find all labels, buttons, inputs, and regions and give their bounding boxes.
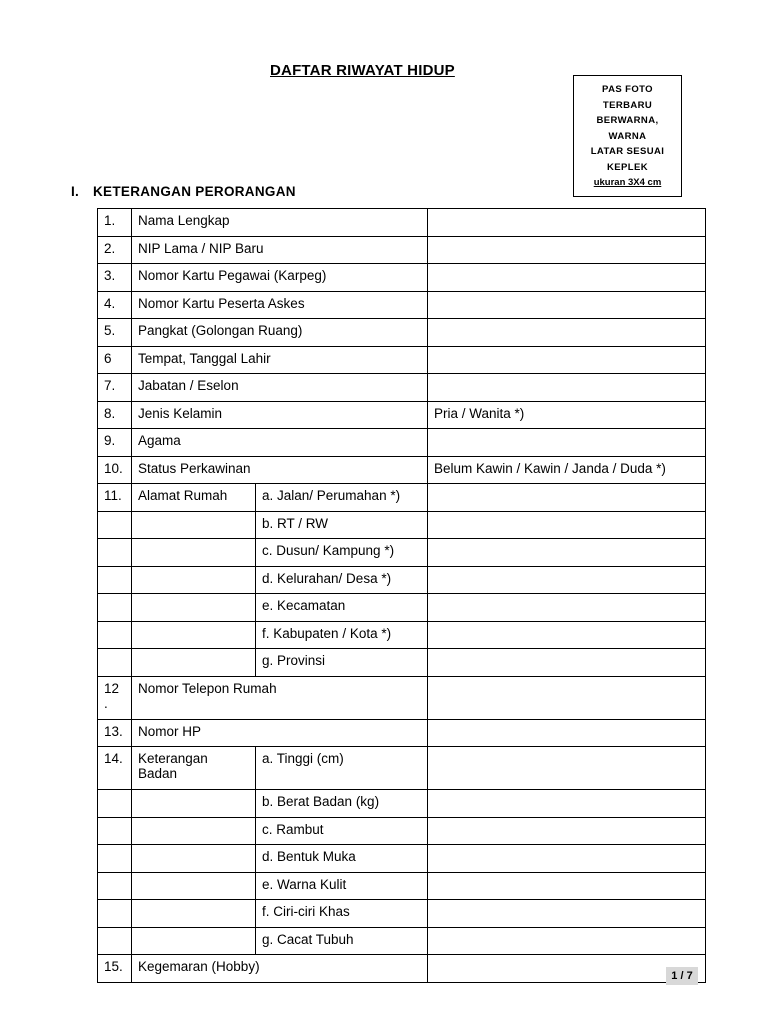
row-value-field[interactable] [428, 511, 706, 539]
row-number: 6 [98, 346, 132, 374]
row-value-field[interactable] [428, 872, 706, 900]
section-title: KETERANGAN PERORANGAN [93, 184, 296, 199]
table-row [98, 319, 706, 347]
sub-label: d. Kelurahan/ Desa *) [256, 566, 428, 594]
table-row [98, 456, 706, 484]
table-row [98, 209, 706, 237]
photo-line: TERBARU [602, 99, 653, 111]
row-value-field[interactable] [428, 790, 706, 818]
address-row [98, 484, 706, 512]
address-row [98, 621, 706, 649]
row-number: 3. [98, 264, 132, 292]
row-label: Tempat, Tanggal Lahir [132, 346, 428, 374]
table-row [98, 429, 706, 457]
row-value-field[interactable] [428, 676, 706, 719]
photo-placeholder-box [573, 75, 682, 197]
row-number: 7. [98, 374, 132, 402]
row-value-field[interactable] [428, 747, 706, 790]
table-row [98, 955, 706, 983]
row-value-field[interactable] [428, 539, 706, 567]
row-label: Nomor HP [132, 719, 428, 747]
row-value-field[interactable] [428, 209, 706, 237]
photo-line: BERWARNA, [596, 115, 659, 126]
sub-label: e. Warna Kulit [256, 872, 428, 900]
row-value-field[interactable]: Pria / Wanita *) [428, 401, 706, 429]
row-label: Jenis Kelamin [132, 401, 428, 429]
row-number: 10. [98, 456, 132, 484]
row-label: NIP Lama / NIP Baru [132, 236, 428, 264]
row-value-field[interactable]: Belum Kawin / Kawin / Janda / Duda *) [428, 456, 706, 484]
row-value-field[interactable] [428, 291, 706, 319]
sub-label: b. RT / RW [256, 511, 428, 539]
row-value-field[interactable] [428, 566, 706, 594]
table-row [98, 676, 706, 719]
row-number: 2. [98, 236, 132, 264]
row-label: Keterangan Badan [132, 747, 256, 790]
address-row [98, 649, 706, 677]
row-number: 13. [98, 719, 132, 747]
row-value-field[interactable] [428, 374, 706, 402]
row-number: 1. [98, 209, 132, 237]
table-row [98, 264, 706, 292]
row-label: Jabatan / Eselon [132, 374, 428, 402]
row-label: Kegemaran (Hobby) [132, 955, 428, 983]
row-label: Status Perkawinan [132, 456, 428, 484]
table-row [98, 401, 706, 429]
body-info-row [98, 900, 706, 928]
row-number: 8. [98, 401, 132, 429]
table-row [98, 374, 706, 402]
photo-line: WARNA [608, 130, 647, 142]
row-label: Nama Lengkap [132, 209, 428, 237]
row-number: 15. [98, 955, 132, 983]
row-value-field[interactable] [428, 817, 706, 845]
body-info-row [98, 747, 706, 790]
body-info-row [98, 817, 706, 845]
table-row [98, 291, 706, 319]
row-label: Nomor Telepon Rumah [132, 676, 428, 719]
row-label: Pangkat (Golongan Ruang) [132, 319, 428, 347]
row-value-field[interactable] [428, 927, 706, 955]
sub-label: g. Provinsi [256, 649, 428, 677]
photo-size-note: ukuran 3X4 cm [593, 177, 662, 188]
sub-label: d. Bentuk Muka [256, 845, 428, 873]
personal-info-table [97, 208, 706, 983]
row-label: Agama [132, 429, 428, 457]
sub-label: a. Jalan/ Perumahan *) [256, 484, 428, 512]
photo-line: PAS FOTO [602, 84, 653, 95]
sub-label: f. Kabupaten / Kota *) [256, 621, 428, 649]
table-row [98, 719, 706, 747]
row-value-field[interactable] [428, 900, 706, 928]
row-label: Nomor Kartu Pegawai (Karpeg) [132, 264, 428, 292]
section-heading [71, 184, 296, 199]
body-info-row [98, 845, 706, 873]
sub-label: c. Dusun/ Kampung *) [256, 539, 428, 567]
row-value-field[interactable] [428, 955, 706, 983]
document-title: DAFTAR RIWAYAT HIDUP [270, 62, 455, 79]
row-value-field[interactable] [428, 264, 706, 292]
row-value-field[interactable] [428, 236, 706, 264]
row-label: Nomor Kartu Peserta Askes [132, 291, 428, 319]
row-number: 5. [98, 319, 132, 347]
row-number: 11. [98, 484, 132, 512]
page-number: 1 / 7 [666, 967, 698, 985]
table-row [98, 346, 706, 374]
row-value-field[interactable] [428, 346, 706, 374]
row-value-field[interactable] [428, 429, 706, 457]
row-value-field[interactable] [428, 649, 706, 677]
sub-label: b. Berat Badan (kg) [256, 790, 428, 818]
sub-label: e. Kecamatan [256, 594, 428, 622]
address-row [98, 539, 706, 567]
section-number: I. [71, 184, 80, 199]
address-row [98, 511, 706, 539]
photo-line: KEPLEK [607, 161, 648, 173]
row-value-field[interactable] [428, 594, 706, 622]
photo-line: LATAR SESUAI [590, 146, 665, 157]
row-value-field[interactable] [428, 845, 706, 873]
row-number: 14. [98, 747, 132, 790]
sub-label: f. Ciri-ciri Khas [256, 900, 428, 928]
body-info-row [98, 927, 706, 955]
row-number: 12 . [98, 676, 132, 719]
row-value-field[interactable] [428, 319, 706, 347]
row-value-field[interactable] [428, 719, 706, 747]
table-row [98, 236, 706, 264]
row-number: 4. [98, 291, 132, 319]
row-number: 9. [98, 429, 132, 457]
sub-label: c. Rambut [256, 817, 428, 845]
sub-label: a. Tinggi (cm) [256, 747, 428, 790]
body-info-row [98, 790, 706, 818]
body-info-row [98, 872, 706, 900]
row-value-field[interactable] [428, 621, 706, 649]
sub-label: g. Cacat Tubuh [256, 927, 428, 955]
row-value-field[interactable] [428, 484, 706, 512]
row-label: Alamat Rumah [132, 484, 256, 512]
address-row [98, 566, 706, 594]
address-row [98, 594, 706, 622]
